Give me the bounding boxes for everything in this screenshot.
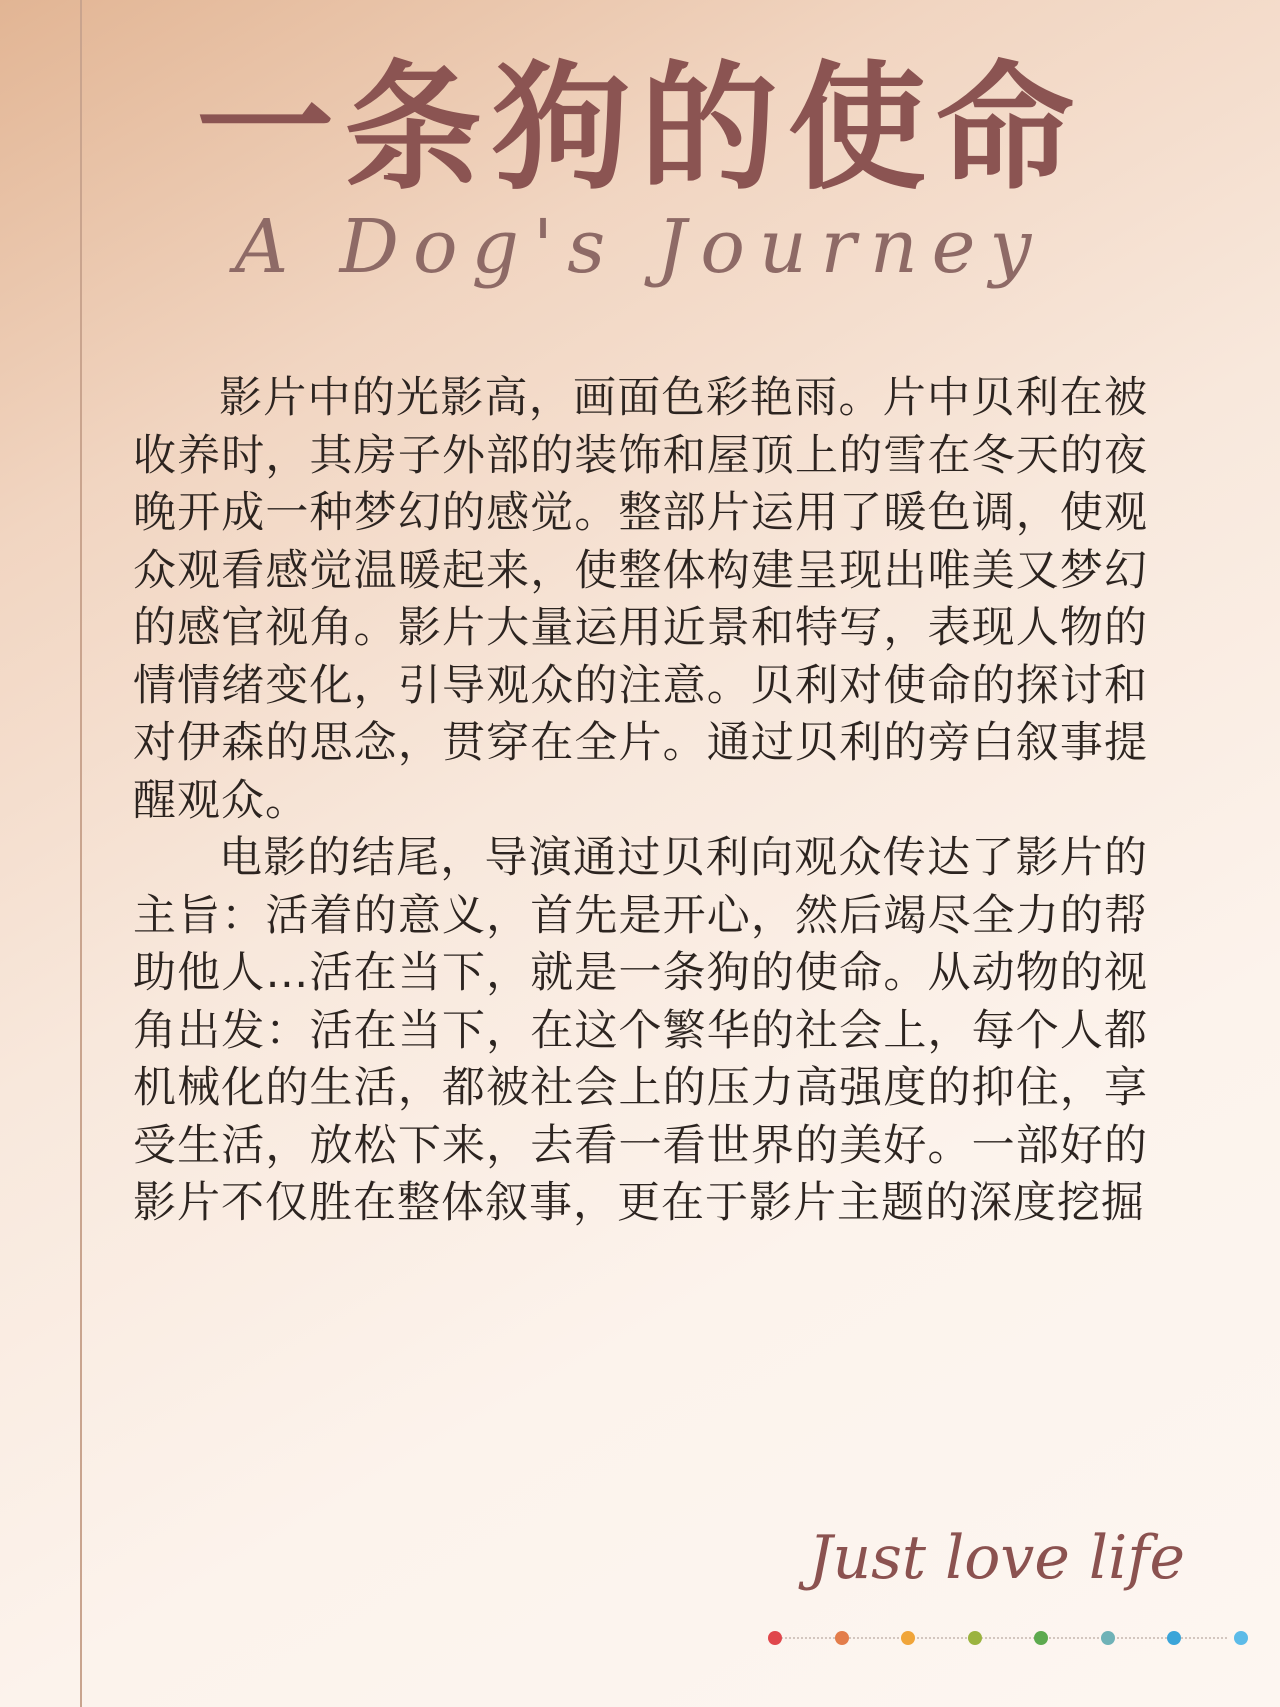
paragraph-1: 影片中的光影高，画面色彩艳雨。片中贝利在被收养时，其房子外部的装饰和屋顶上的雪在冬天的夜晚开成一种梦幻的感觉。整部片运用了暖色调，使观众观看感觉温暖起来，使整体构建呈现出唯美又梦幻的感官视角。影片大量运用近景和特写，表现人物的情情绪变化，引导观众的注意。贝利对使命的探讨和对伊森的思念，贯穿在全片。通过贝利的旁白叙事提醒观众。 <box>133 373 1148 826</box>
decorative-dot <box>768 1631 782 1645</box>
decorative-dot <box>1034 1631 1048 1645</box>
decorative-dot-row <box>768 1630 1233 1646</box>
page-title: 一条狗的使命 <box>195 48 1084 209</box>
decorative-dot <box>1101 1631 1115 1645</box>
article-body <box>133 370 1148 1233</box>
paragraph-2: 电影的结尾，导演通过贝利向观众传达了影片的主旨：活着的意义，首先是开心，然后竭尽全力的帮助他人…活在当下，就是一条狗的使命。从动物的视角出发：活在当下，在这个繁华的社会上，每个人都机械化的生活，都被社会上的压力高强度的抑住，享受生活，放松下来，去看一看世界的美好。一部好的影片不仅胜在整体叙事，更在于影片主题的深度挖掘 <box>133 833 1148 1228</box>
decorative-dot <box>835 1631 849 1645</box>
tagline: Just love life <box>808 1523 1185 1593</box>
decorative-dot <box>1234 1631 1248 1645</box>
page-subtitle: A Dog's Journey <box>234 204 1046 290</box>
decorative-dot <box>1167 1631 1181 1645</box>
decorative-dot <box>901 1631 915 1645</box>
decorative-dot <box>968 1631 982 1645</box>
